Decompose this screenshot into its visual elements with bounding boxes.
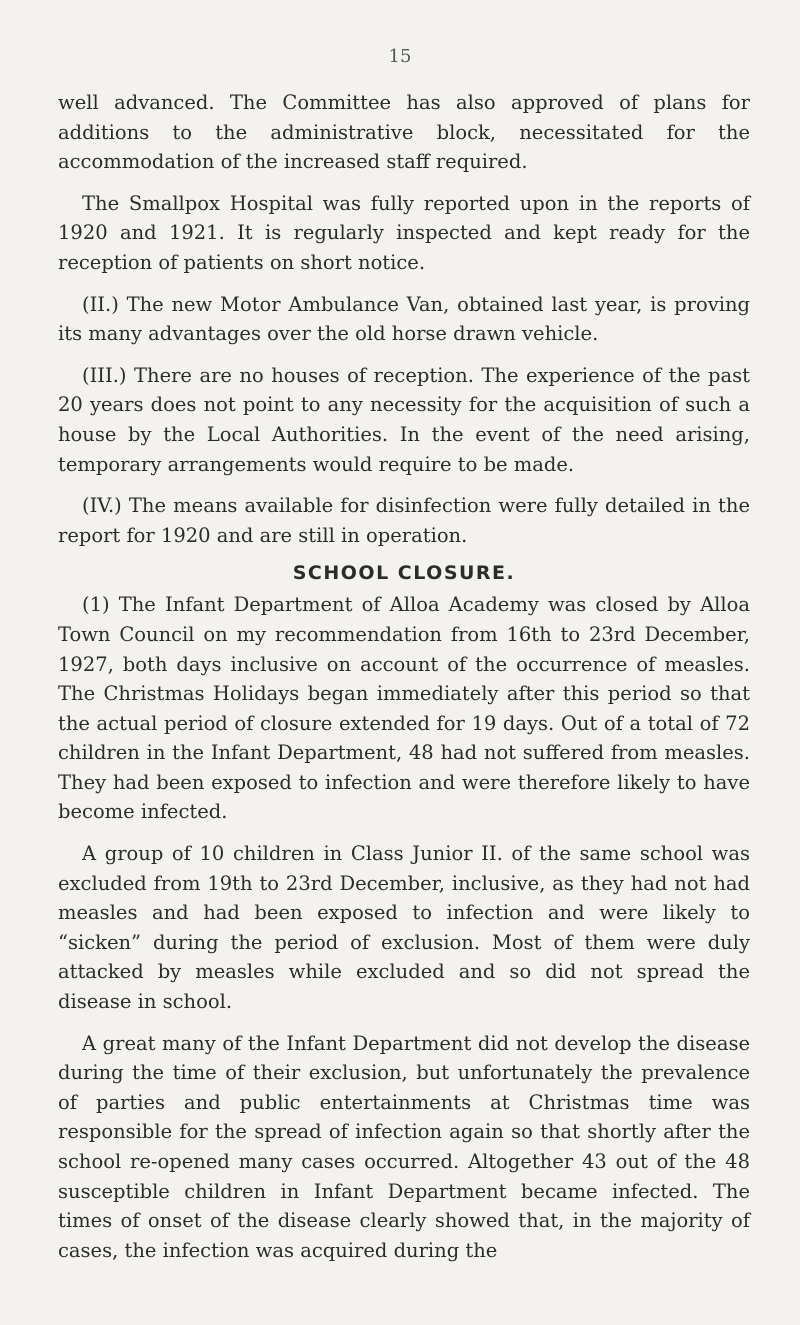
paragraph-continuation: well advanced. The Committee has also approved of plans for additions to the administrative block, necessitated for the accommodation of the increased staff required.	[58, 91, 750, 174]
paragraph-houses-of-reception: (III.) There are no houses of reception. The experience of the past 20 years does not point to any necessity for the acquisition of such a house by the Local Authorities. In the event of the need arising, temporary arrangements would require to be made.	[58, 363, 750, 476]
paragraph-class-junior-exclusion: A group of 10 children in Class Junior II. of the same school was excluded from 19th to 23rd December, inclusive, as they had not had measles and had been exposed to infection and were likely to “sicken” during the period of exclusion. Most of them were duly attacked by measles while excluded and so did not spread the disease in school.	[58, 842, 750, 1014]
paragraph-disinfection: (IV.) The means available for disinfection were fully detailed in the report for 1920 and are still in operation.	[58, 494, 750, 547]
page-number: 15	[388, 46, 412, 67]
paragraph-smallpox-hospital: The Smallpox Hospital was fully reported upon in the reports of 1920 and 1921. It is regularly inspected and kept ready for the reception of patients on short notice.	[58, 191, 750, 274]
section-heading: SCHOOL CLOSURE.	[292, 562, 516, 585]
paragraph-infant-department-closure: (1) The Infant Department of Alloa Academy was closed by Alloa Town Council on my recommendation from 16th to 23rd December, 1927, both days inclusive on account of the occurrence of measles. The Christmas Holidays began immediately after this period so that the actual period of closure extended for 19 days. Out of a total of 72 children in the Infant Department, 48 had not suffered from measles. They had been exposed to infection and were therefore likely to have become infected.	[58, 593, 750, 824]
paragraph-motor-ambulance: (II.) The new Motor Ambulance Van, obtained last year, is proving its many advantages over the old horse drawn vehicle.	[58, 292, 750, 346]
paragraph-spread-of-infection: A great many of the Infant Department did not develop the disease during the time of their exclusion, but unfortunately the prevalence of parties and public entertainments at Christmas time was responsible for the spread of infection again so that shortly after the school re-opened many cases occurred. Altogether 43 out of the 48 susceptible children in Infant Department became infected. The times of onset of the disease clearly showed that, in the majority of cases, the infection was acquired during the	[58, 1031, 750, 1262]
